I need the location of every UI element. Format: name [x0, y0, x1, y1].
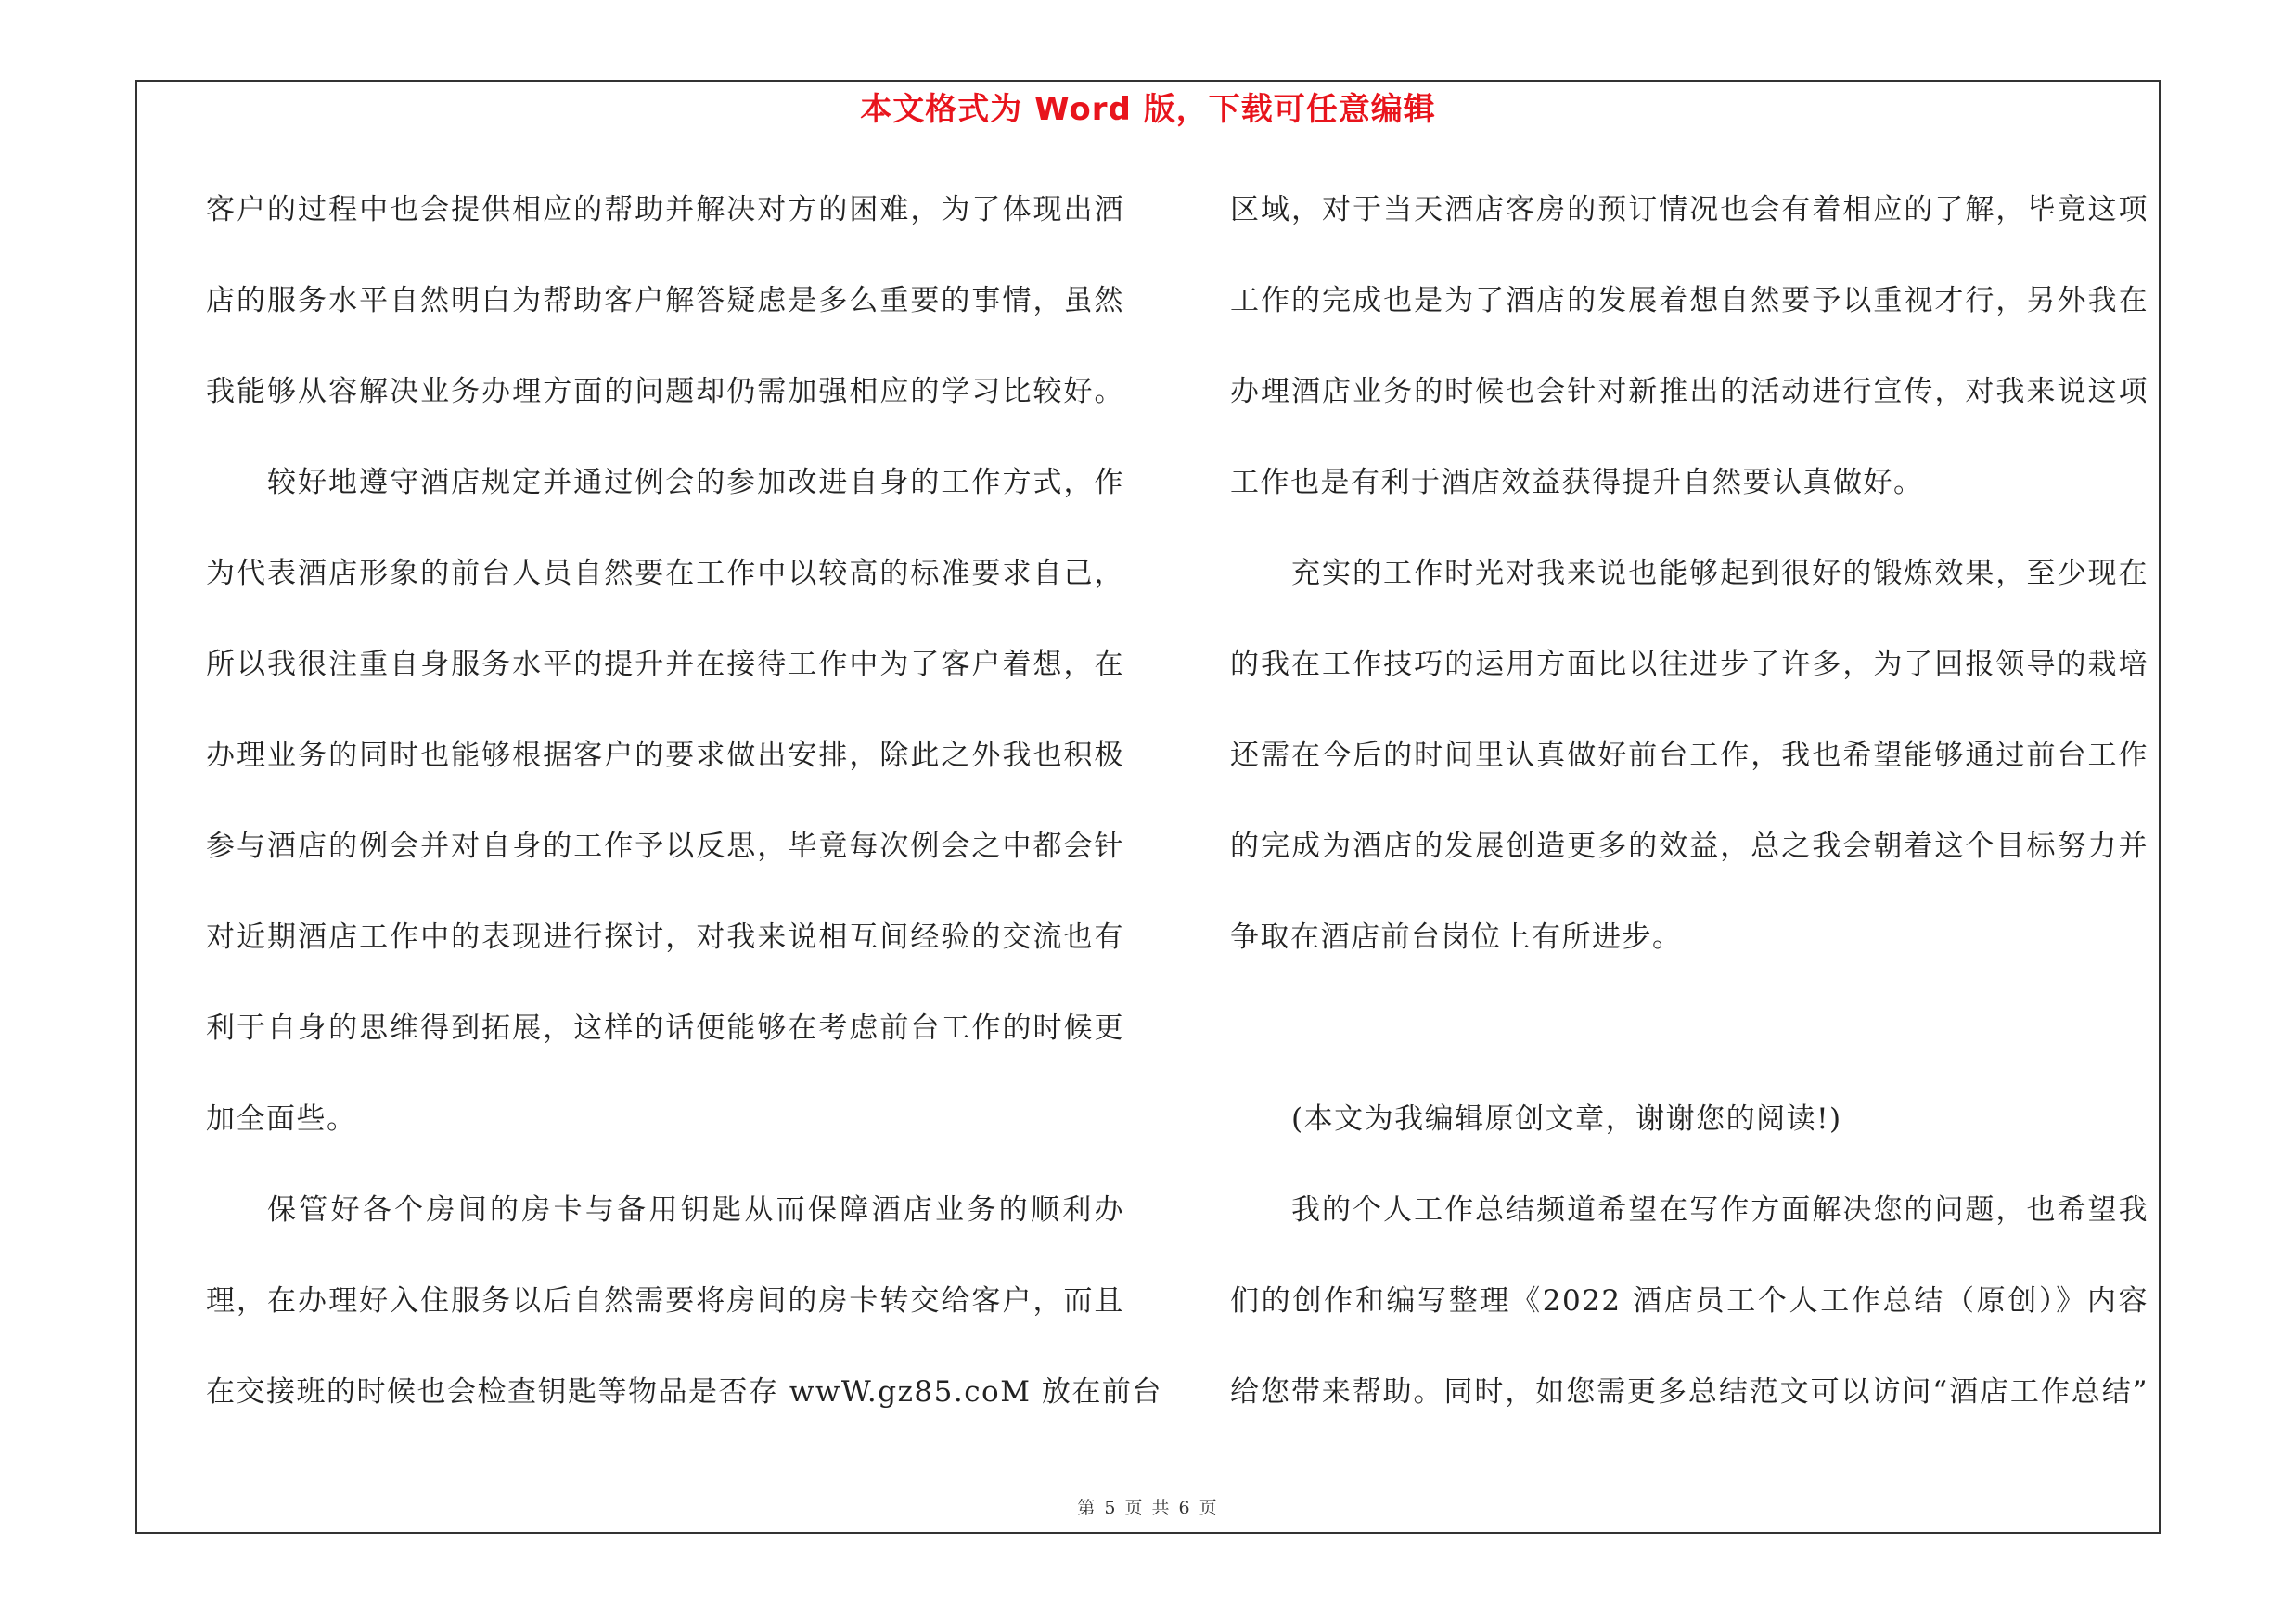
- text-line: 办理酒店业务的时候也会针对新推出的活动进行宣传，对我来说这项: [1230, 375, 2148, 408]
- text-line: 还需在今后的时间里认真做好前台工作，我也希望能够通过前台工作: [1230, 739, 2148, 772]
- text-line: 参与酒店的例会并对自身的工作予以反思，毕竟每次例会之中都会针: [206, 830, 1124, 863]
- text-line: 的完成为酒店的发展创造更多的效益，总之我会朝着这个目标努力并: [1230, 830, 2148, 863]
- text-line: 办理业务的同时也能够根据客户的要求做出安排，除此之外我也积极: [206, 739, 1124, 772]
- text-line: 工作也是有利于酒店效益获得提升自然要认真做好。: [1230, 466, 1924, 499]
- text-line: 区域，对于当天酒店客房的预订情况也会有着相应的了解，毕竟这项: [1230, 193, 2148, 226]
- text-line: 理，在办理好入住服务以后自然需要将房间的房卡转交给客户，而且: [206, 1284, 1124, 1318]
- text-line: 我能够从容解决业务办理方面的问题却仍需加强相应的学习比较好。: [206, 375, 1124, 408]
- text-line: 在交接班的时候也会检查钥匙等物品是否存 wwW.gz85.coM 放在前台: [206, 1375, 1162, 1409]
- text-line: 所以我很注重自身服务水平的提升并在接待工作中为了客户着想，在: [206, 648, 1124, 681]
- text-line: 对近期酒店工作中的表现进行探讨，对我来说相互间经验的交流也有: [206, 921, 1124, 954]
- text-line: 店的服务水平自然明白为帮助客户解答疑虑是多么重要的事情，虽然: [206, 284, 1124, 317]
- text-line: 工作的完成也是为了酒店的发展着想自然要予以重视才行，另外我在: [1230, 284, 2148, 317]
- text-line: (本文为我编辑原创文章，谢谢您的阅读!): [1291, 1102, 1842, 1136]
- text-line: 较好地遵守酒店规定并通过例会的参加改进自身的工作方式，作: [267, 466, 1124, 499]
- text-line: 保管好各个房间的房卡与备用钥匙从而保障酒店业务的顺利办: [267, 1193, 1124, 1227]
- text-line: 加全面些。: [206, 1102, 357, 1136]
- text-line: 争取在酒店前台岗位上有所进步。: [1230, 921, 1683, 954]
- text-line: 我的个人工作总结频道希望在写作方面解决您的问题，也希望我: [1291, 1193, 2148, 1227]
- right-text-column: [1230, 182, 2148, 1455]
- text-line: 的我在工作技巧的运用方面比以往进步了许多，为了回报领导的栽培: [1230, 648, 2148, 681]
- text-line: 给您带来帮助。同时，如您需更多总结范文可以访问“酒店工作总结”: [1230, 1375, 2148, 1409]
- text-line: 们的创作和编写整理《2022 酒店员工个人工作总结（原创）》内容: [1230, 1284, 2148, 1318]
- text-line: 充实的工作时光对我来说也能够起到很好的锻炼效果，至少现在: [1291, 557, 2148, 590]
- format-banner: 本文格式为 Word 版，下载可任意编辑: [860, 91, 1436, 128]
- text-line: 为代表酒店形象的前台人员自然要在工作中以较高的标准要求自己，: [206, 557, 1124, 590]
- left-text-column: [206, 182, 1162, 1455]
- page-number: 第 5 页 共 6 页: [1077, 1498, 1219, 1518]
- text-line: 客户的过程中也会提供相应的帮助并解决对方的困难，为了体现出酒: [206, 193, 1124, 226]
- blank-line: [1230, 1000, 2148, 1091]
- text-line: 利于自身的思维得到拓展，这样的话便能够在考虑前台工作的时候更: [206, 1011, 1124, 1045]
